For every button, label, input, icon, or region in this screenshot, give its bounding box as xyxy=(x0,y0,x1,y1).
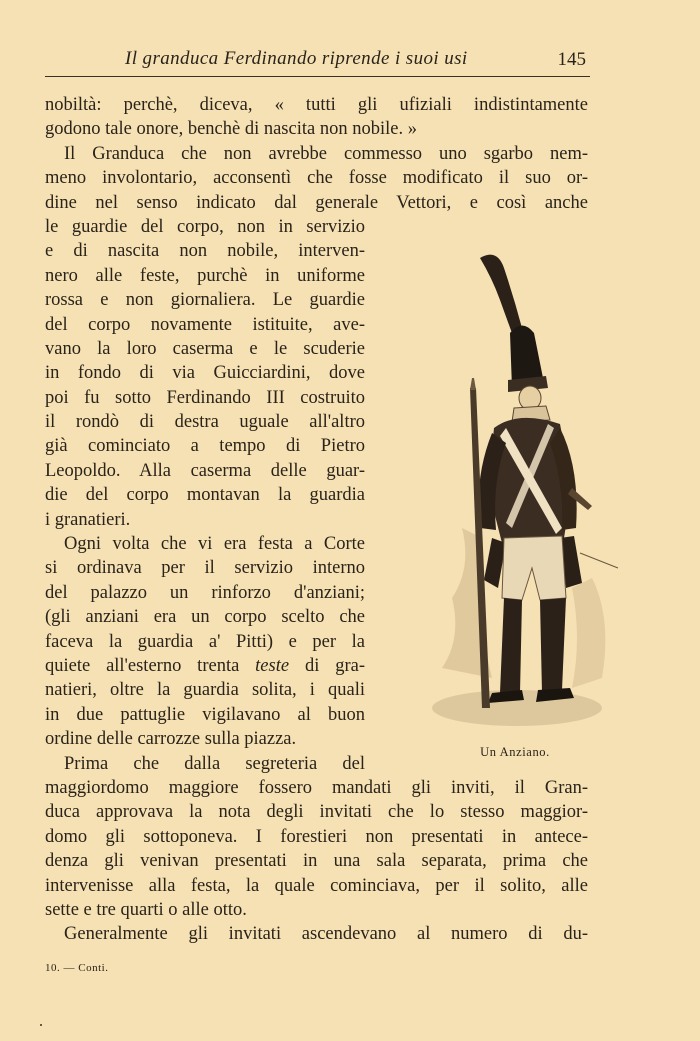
text-line: in due pattuglie vigilavano al buon xyxy=(45,704,365,725)
running-head xyxy=(45,48,590,74)
text-line: poi fu sotto Ferdinando III costruito xyxy=(45,387,365,408)
text-line: Ogni volta che vi era festa a Corte xyxy=(64,534,365,555)
running-title: Il granduca Ferdinando riprende i suoi usi xyxy=(125,48,468,69)
soldier-illustration xyxy=(422,238,622,733)
text-line: godono tale onore, benchè di nascita non nobile. » xyxy=(45,119,417,140)
text-line: vano la loro caserma e le scuderie xyxy=(45,338,365,359)
text-line: del palazzo un rinforzo d'anziani; xyxy=(45,582,365,603)
header-rule xyxy=(45,76,590,77)
text-line: Leopoldo. Alla caserma delle guar- xyxy=(45,460,365,481)
text-line: si ordinava per il servizio interno xyxy=(45,558,365,579)
text-line: faceva la guardia a' Pitti) e per la xyxy=(45,631,365,652)
text-line: sette e tre quarti o alle otto. xyxy=(45,899,247,920)
text-line: il rondò di destra uguale all'altro xyxy=(45,412,365,433)
text-line: intervenisse alla festa, la quale cominciava, per il solito, alle xyxy=(45,875,588,896)
text-line: natieri, oltre la guardia solita, i quali xyxy=(45,680,365,701)
text-line: nero alle feste, purchè in uniforme xyxy=(45,265,365,286)
text-line: le guardie del corpo, non in servizio xyxy=(45,216,365,237)
text-line: nobiltà: perchè, diceva, « tutti gli ufiziali indistintamente xyxy=(45,95,588,115)
text-line: (gli anziani era un corpo scelto che xyxy=(45,607,365,628)
text-line: Il Granduca che non avrebbe commesso uno sgarbo nem- xyxy=(64,143,588,164)
footer-signature: 10. — Conti. xyxy=(45,962,109,974)
page-number: 145 xyxy=(557,49,586,70)
text-line: già cominciato a tempo di Pietro xyxy=(45,436,365,457)
text-line xyxy=(45,654,365,678)
text-line: dine nel senso indicato dal generale Vettori, e così anche xyxy=(45,192,588,213)
soldier-illustration-icon xyxy=(422,238,622,733)
margin-mark xyxy=(40,1024,42,1026)
text-line: domo gli sottoponeva. I forestieri non presentati in antece- xyxy=(45,826,588,847)
text-line: Prima che dalla segreteria del xyxy=(64,753,365,774)
text-line: Generalmente gli invitati ascendevano al numero di du- xyxy=(64,924,588,945)
text-line: maggiordomo maggiore fossero mandati gli inviti, il Gran- xyxy=(45,777,588,798)
text-line: e di nascita non nobile, interven- xyxy=(45,241,365,262)
text-line: rossa e non giornaliera. Le guardie xyxy=(45,290,365,311)
text-line: del corpo novamente istituite, ave- xyxy=(45,314,365,335)
text-line: duca approvava la nota degli invitati che lo stesso maggior- xyxy=(45,802,588,823)
text-line: die del corpo montavan la guardia xyxy=(45,485,365,506)
text-line: denza gli venivan presentati in una sala separata, prima che xyxy=(45,851,588,872)
figure-caption: Un Anziano. xyxy=(480,745,550,759)
text-line: meno involontario, acconsentì che fosse modificato il suo or- xyxy=(45,168,588,189)
italic-word: teste xyxy=(255,655,290,676)
text-fragment: quiete all'esterno trenta xyxy=(45,655,256,676)
text-line: in fondo di via Guicciardini, dove xyxy=(45,363,365,384)
text-fragment: di gra- xyxy=(289,655,365,676)
text-line: ordine delle carrozze sulla piazza. xyxy=(45,729,297,750)
text-line: i granatieri. xyxy=(45,509,131,530)
